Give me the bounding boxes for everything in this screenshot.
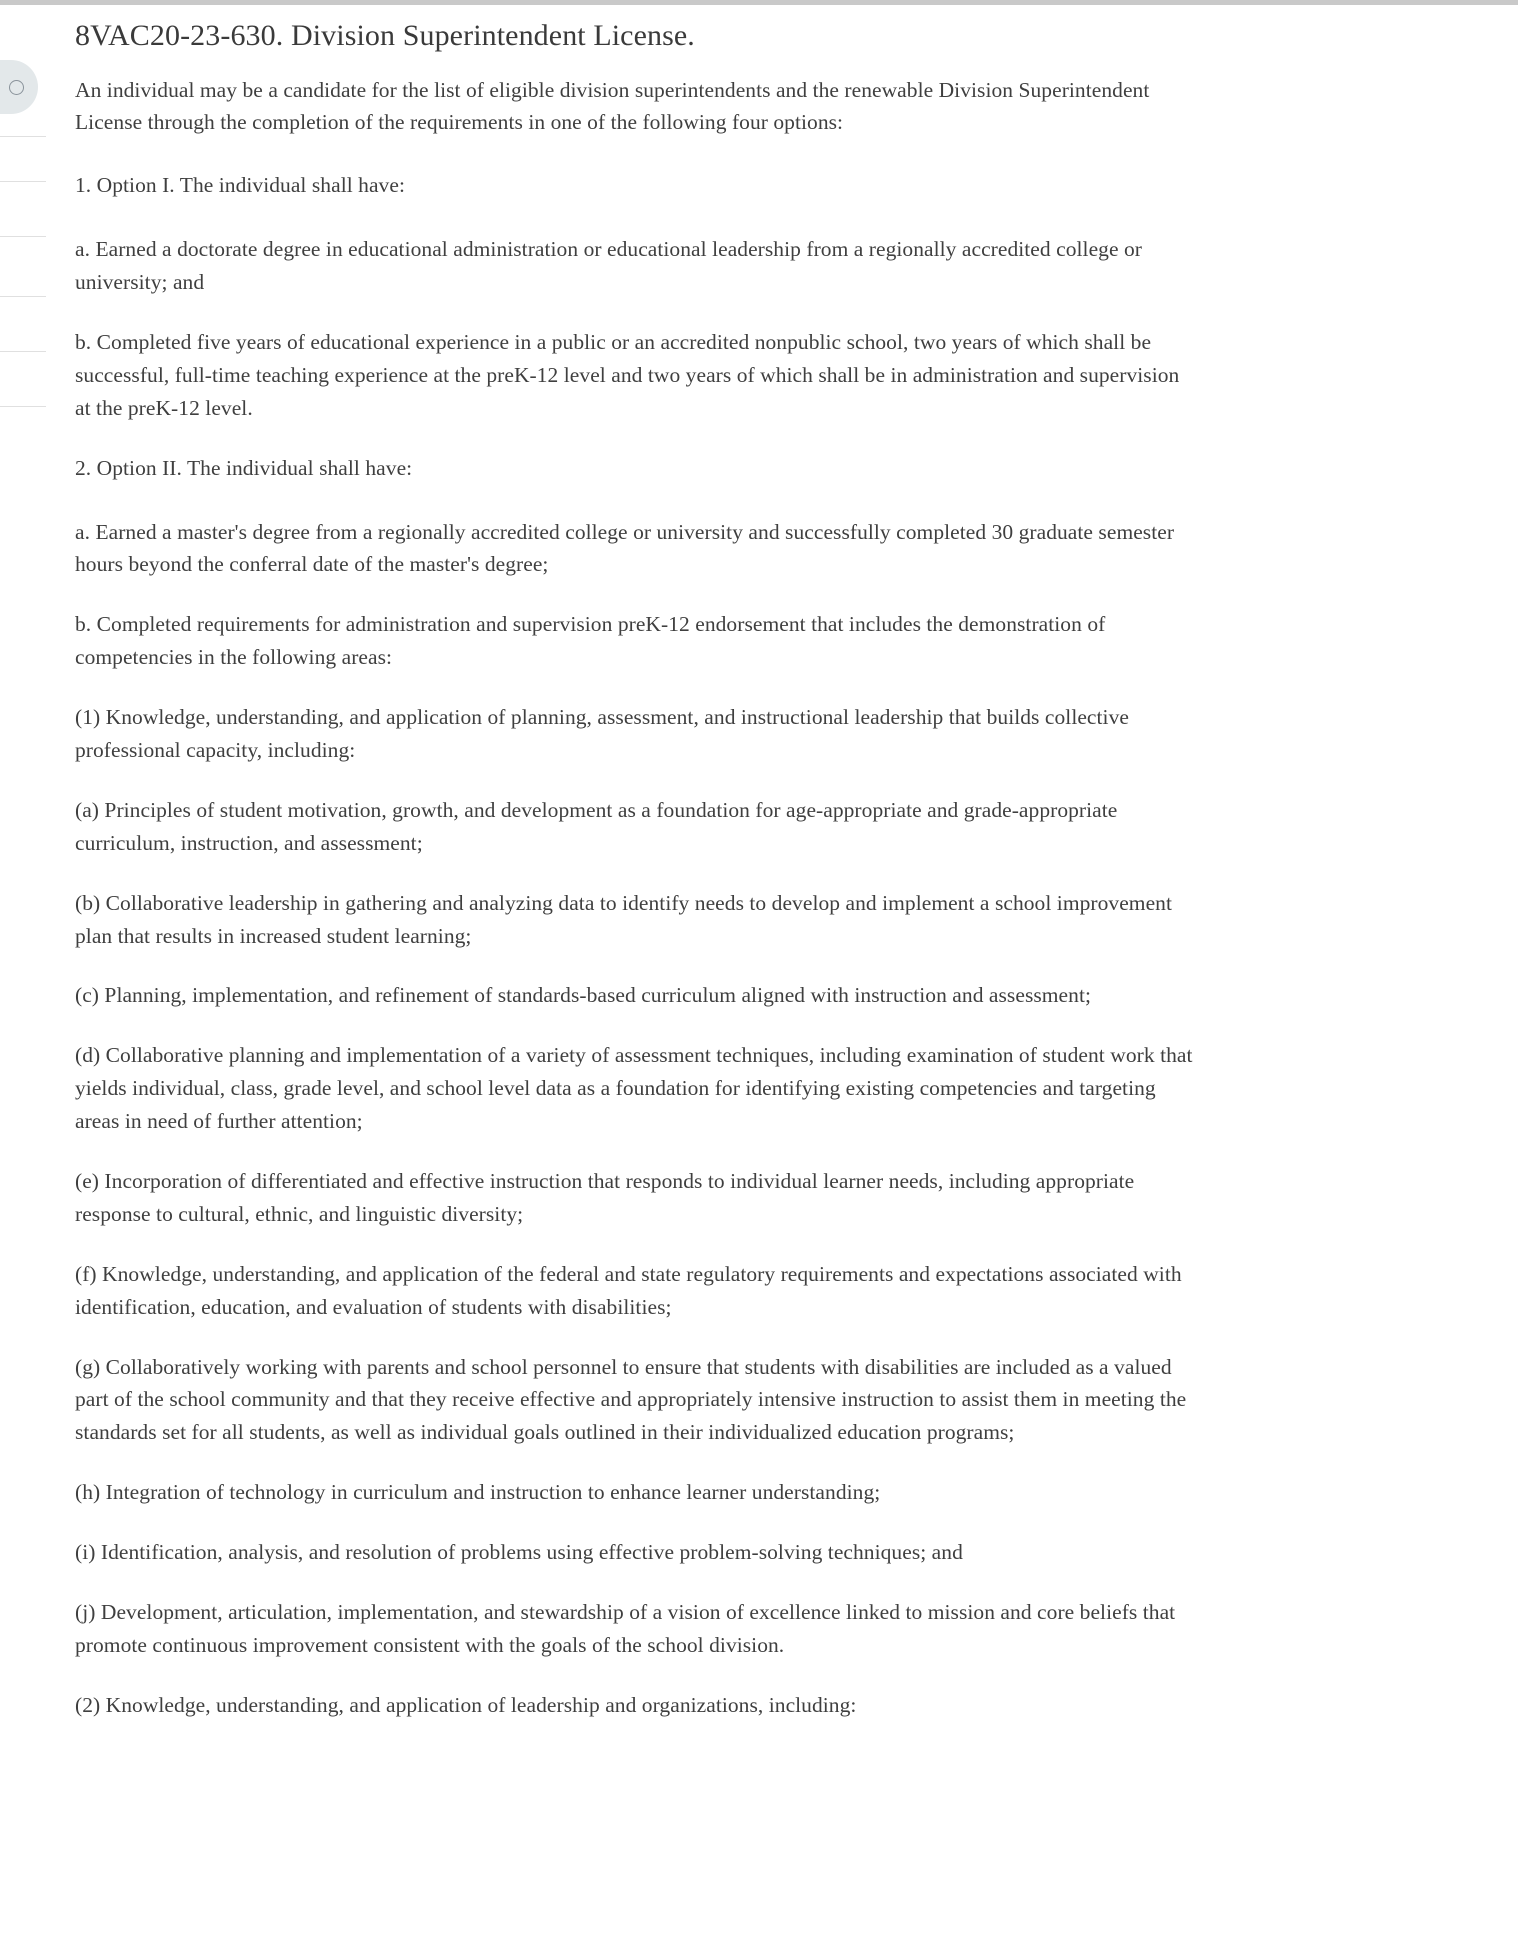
paragraph-comp-1-h: (h) Integration of technology in curriculum and instruction to enhance learner understanding; [75, 1480, 881, 1505]
paragraph-option-2-a: a. Earned a master's degree from a regionally accredited college or university and successfully completed 30 graduate semester hours beyond the conferral date of the master's degree; [75, 519, 1175, 577]
paragraph-comp-1-f: (f) Knowledge, understanding, and application of the federal and state regulatory requirements and expectations associated with identification, education, and evaluation of students with disabilities; [75, 1261, 1182, 1319]
paragraph-comp-1-i: (i) Identification, analysis, and resolution of problems using effective problem-solving techniques; and [75, 1540, 963, 1565]
paragraph-comp-2: (2) Knowledge, understanding, and application of leadership and organizations, including: [75, 1692, 857, 1717]
paragraph-option-2: 2. Option II. The individual shall have: [75, 455, 413, 480]
paragraph-option-1: 1. Option I. The individual shall have: [75, 173, 405, 198]
paragraph-comp-1-c: (c) Planning, implementation, and refinement of standards-based curriculum aligned with instruction and assessment; [75, 983, 1091, 1008]
sidebar-divider [0, 136, 46, 137]
left-sidebar [0, 5, 48, 1938]
sidebar-divider [0, 406, 46, 407]
sidebar-divider [0, 351, 46, 352]
sidebar-divider [0, 236, 46, 237]
regulation-blocks [75, 169, 1195, 1721]
sidebar-divider [0, 181, 46, 182]
paragraph-comp-1-b: (b) Collaborative leadership in gathering and analyzing data to identify needs to develop and implement a school improvement plan that results in increased student learning; [75, 890, 1172, 948]
paragraph-option-1-a: a. Earned a doctorate degree in educational administration or educational leadership from a regionally accredited college or university; and [75, 237, 1142, 295]
paragraph-option-2-b: b. Completed requirements for administration and supervision preK-12 endorsement that includes the demonstration of competencies in the following areas: [75, 612, 1106, 670]
page-title: 8VAC20-23-630. Division Superintendent License. [75, 19, 695, 52]
paragraph-comp-1-g: (g) Collaboratively working with parents and school personnel to ensure that students with disabilities are included as a valued part of the school community and that they receive effective and appropriately intensive instruction to assist them in meeting the standards set for all students, as well as individual goals outlined in their individualized education programs; [75, 1354, 1187, 1445]
paragraph-comp-1-d: (d) Collaborative planning and implementation of a variety of assessment techniques, including examination of student work that yields individual, class, grade level, and school level data as a foundation for identifying existing competencies and targeting areas in need of further attention; [75, 1043, 1193, 1134]
paragraph-comp-1-e: (e) Incorporation of differentiated and effective instruction that responds to individual learner needs, including appropriate response to cultural, ethnic, and linguistic diversity; [75, 1168, 1135, 1226]
sidebar-divider [0, 296, 46, 297]
paragraph-comp-1: (1) Knowledge, understanding, and application of planning, assessment, and instructional leadership that builds collective professional capacity, including: [75, 705, 1129, 762]
paragraph-comp-1-j: (j) Development, articulation, implementation, and stewardship of a vision of excellence linked to mission and core beliefs that promote continuous improvement consistent with the goals of the school division. [75, 1600, 1176, 1657]
circle-icon [9, 80, 24, 95]
lead-paragraph: An individual may be a candidate for the list of eligible division superintendents and the renewable Division Superintendent License through the completion of the requirements in one of the following four options: [75, 77, 1150, 135]
paragraph-comp-1-a: (a) Principles of student motivation, growth, and development as a foundation for age-appropriate and grade-appropriate curriculum, instruction, and assessment; [75, 797, 1118, 855]
sidebar-item-active[interactable] [0, 60, 38, 114]
paragraph-option-1-b: b. Completed five years of educational experience in a public or an accredited nonpublic school, two years of which shall be successful, full-time teaching experience at the preK-12 level and two years of which shall be in administration and supervision at the preK-12 level. [75, 329, 1180, 420]
